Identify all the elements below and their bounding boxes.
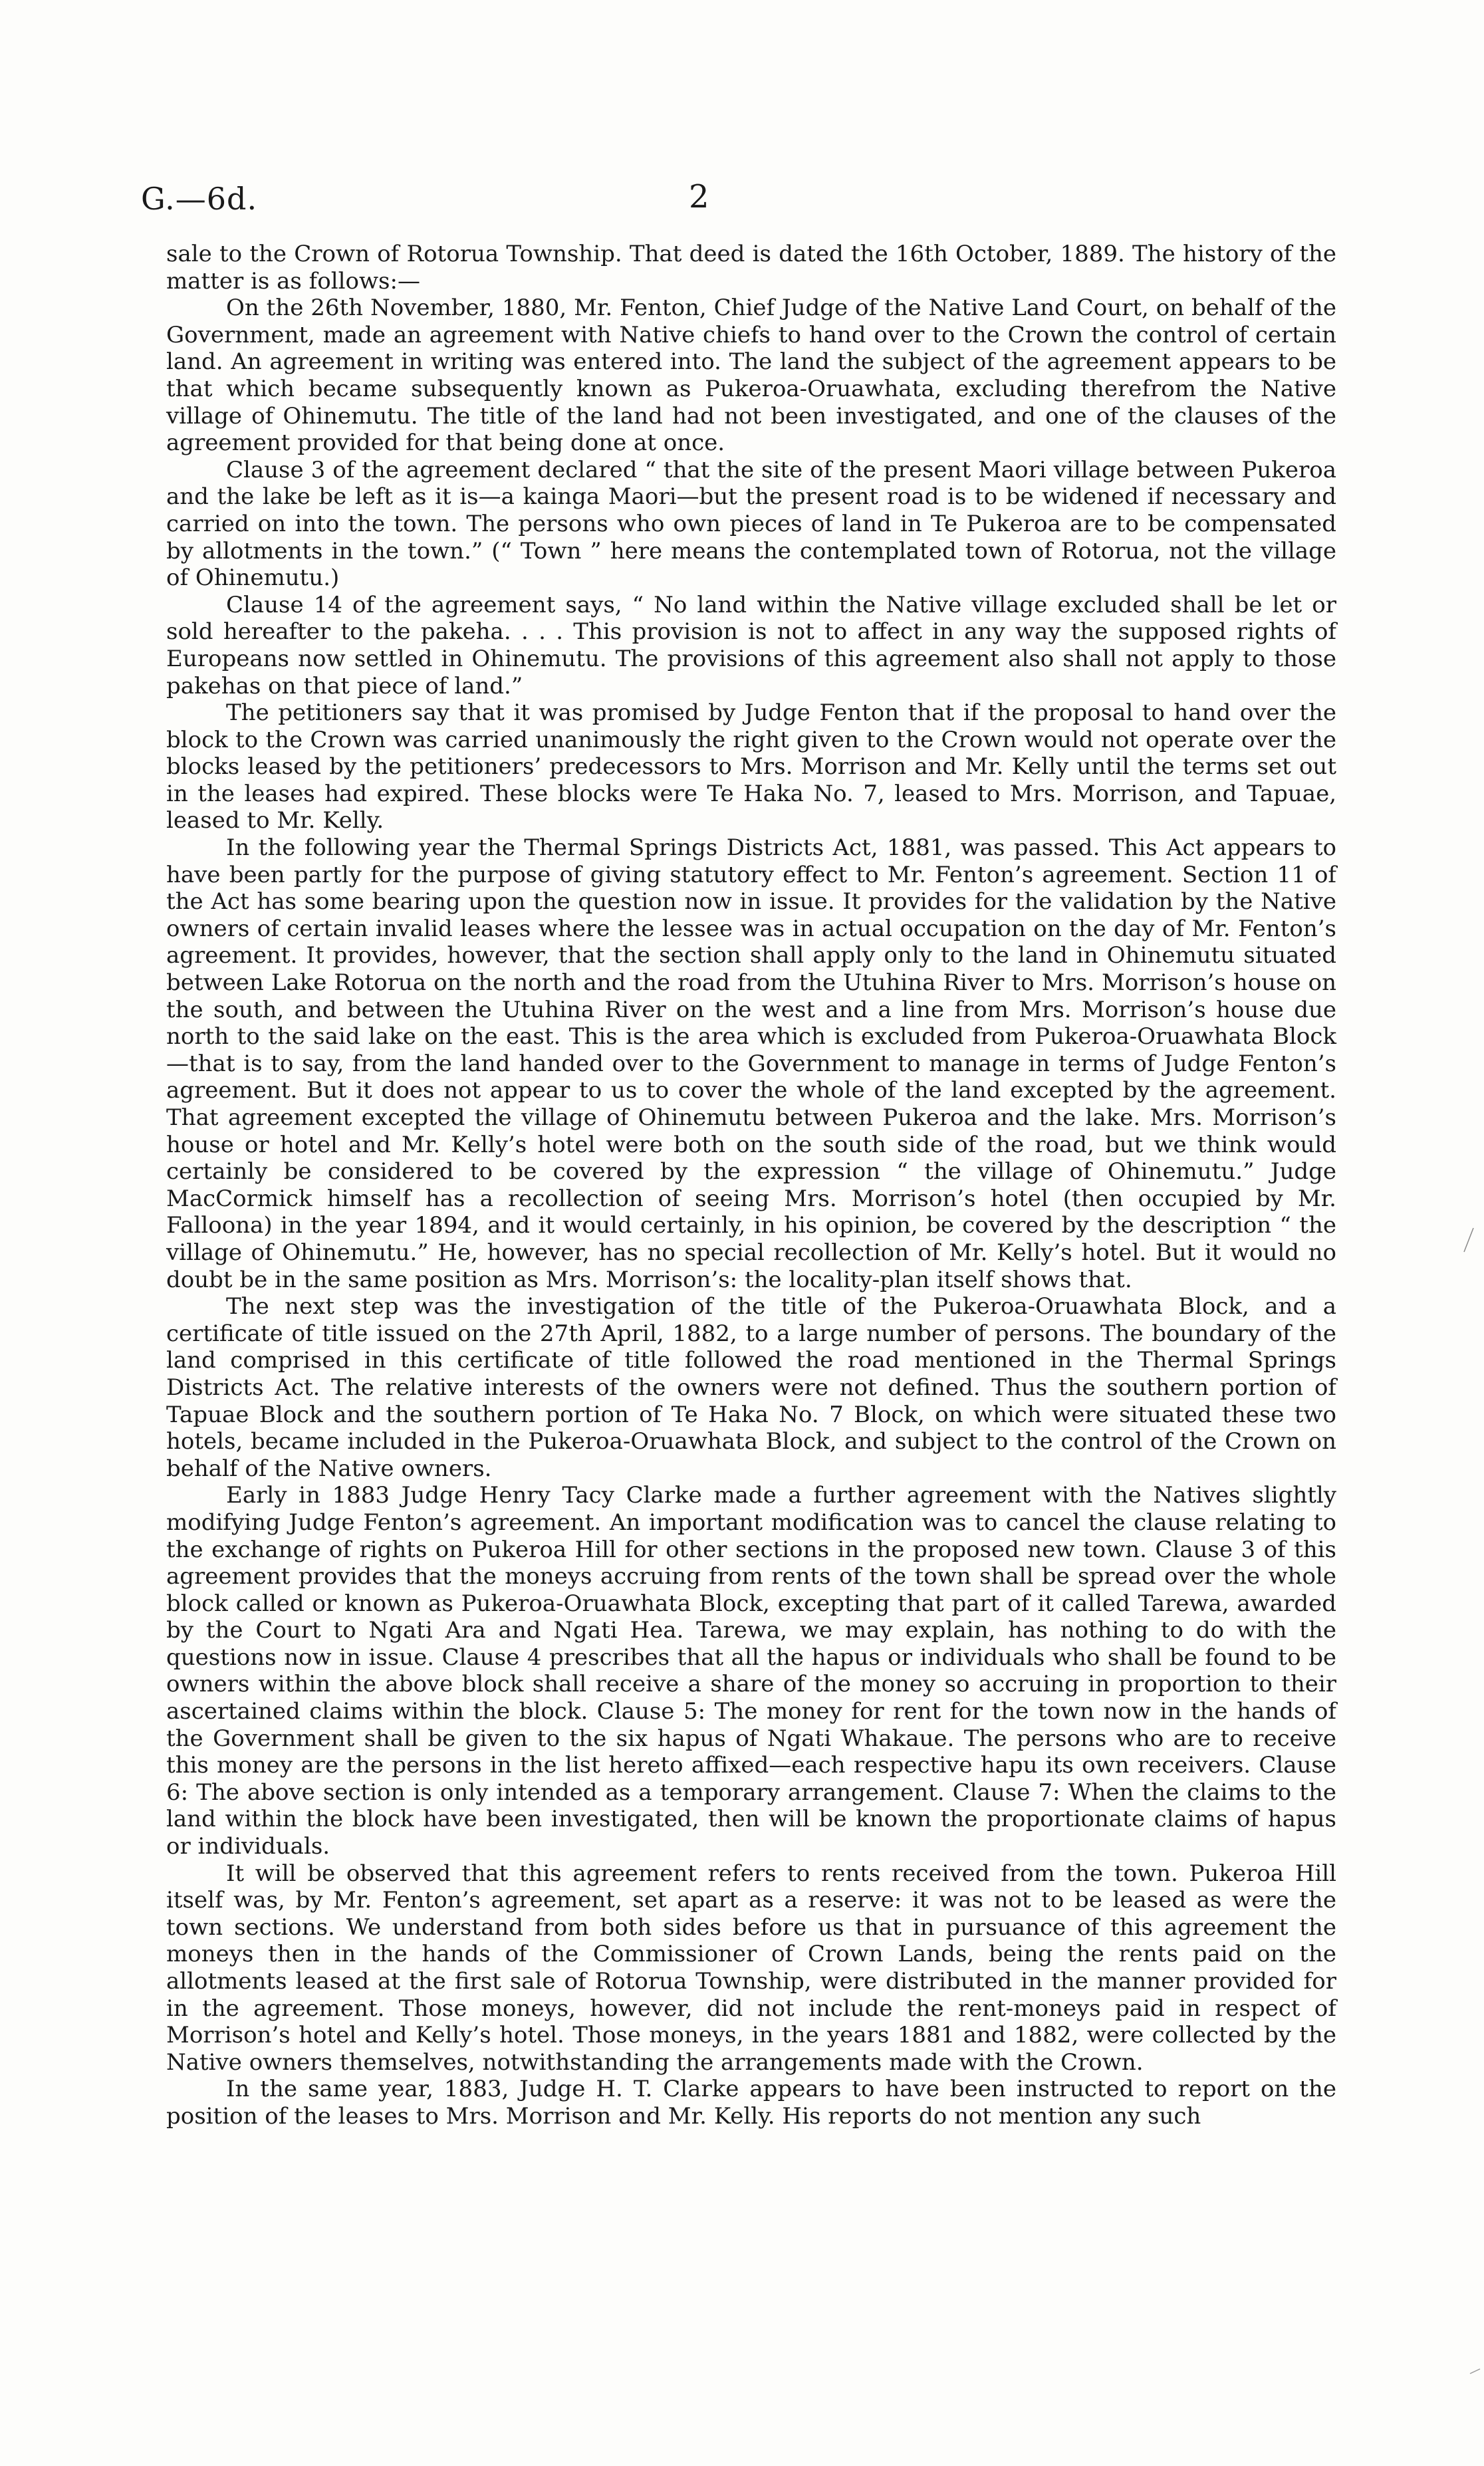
paragraph-6: In the following year the Thermal Springs Districts Act, 1881, was passed. This Act appears to have been partly for the purpose of giving statutory effect to Mr. Fenton’s agreement. Section 11 of the Act has some bearing upon the question now in issue. It provides for the validation by the Native owners of certain invalid leases where the lessee was in actual occupation on the day of Mr. Fenton’s agreement. It provides, however, that the section shall apply only to the land in Ohinemutu situated between Lake Rotorua on the north and the road from the Utuhina River to Mrs. Morrison’s house on the south, and between the Utuhina River on the west and a line from Mrs. Morrison’s house due north to the said lake on the east. This is the area which is excluded from Pukeroa-Oruawhata Block—that is to say, from the land handed over to the Government to manage in terms of Judge Fenton’s agreement. But it does not appear to us to cover the whole of the land excepted by the agreement. That agreement excepted the village of Ohinemutu between Pukeroa and the lake. Mrs. Morrison’s house or hotel and Mr. Kelly’s hotel were both on the south side of the road, but we think would certainly be considered to be covered by the expression “ the village of Ohinemutu.” Judge MacCormick himself has a recollection of seeing Mrs. Morrison’s hotel (then occupied by Mr. Falloona) in the year 1894, and it would certainly, in his opinion, be covered by the description “ the village of Ohinemutu.” He, however, has no special recollection of Mr. Kelly’s hotel. But it would no doubt be in the same position as Mrs. Morrison’s: the locality-plan itself shows that. xyxy=(166,834,1336,1293)
paragraph-7: The next step was the investigation of the title of the Pukeroa-Oruawhata Block, and a certificate of title issued on the 27th April, 1882, to a large number of persons. The boundary of the land comprised in this certificate of title followed the road mentioned in the Thermal Springs Districts Act. The relative interests of the owners were not defined. Thus the southern portion of Tapuae Block and the southern portion of Te Haka No. 7 Block, on which were situated these two hotels, became included in the Pukeroa-Oruawhata Block, and subject to the control of the Crown on behalf of the Native owners. xyxy=(166,1293,1336,1482)
paragraph-1: sale to the Crown of Rotorua Township. That deed is dated the 16th October, 1889. The history of the matter is as follows:— xyxy=(166,241,1336,295)
margin-speck-mark xyxy=(1469,2367,1481,2375)
paragraph-3: Clause 3 of the agreement declared “ that the site of the present Maori village between Pukeroa and the lake be left as it is—a kainga Maori—but the present road is to be widened if necessary and carried on into the town. The persons who own pieces of land in Te Pukeroa are to be compensated by allotments in the town.” (“ Town ” here means the contemplated town of Rotorua, not the village of Ohinemutu.) xyxy=(166,456,1336,592)
paragraph-2: On the 26th November, 1880, Mr. Fenton, Chief Judge of the Native Land Court, on behalf of the Government, made an agreement with Native chiefs to hand over to the Crown the control of certain land. An agreement in writing was entered into. The land the subject of the agreement appears to be that which became subsequently known as Pukeroa-Oruawhata, excluding therefrom the Native village of Ohinemutu. The title of the land had not been investigated, and one of the clauses of the agreement provided for that being done at once. xyxy=(166,295,1336,457)
body-text xyxy=(166,241,1336,2130)
paragraph-8: Early in 1883 Judge Henry Tacy Clarke made a further agreement with the Natives slightly modifying Judge Fenton’s agreement. An important modification was to cancel the clause relating to the exchange of rights on Pukeroa Hill for other sections in the proposed new town. Clause 3 of this agreement provides that the moneys accruing from rents of the town shall be spread over the whole block called or known as Pukeroa-Oruawhata Block, excepting that part of it called Tarewa, awarded by the Court to Ngati Ara and Ngati Hea. Tarewa, we may explain, has nothing to do with the questions now in issue. Clause 4 prescribes that all the hapus or individuals who shall be found to be owners within the above block shall receive a share of the money so accruing in proportion to their ascertained claims within the block. Clause 5: The money for rent for the town now in the hands of the Government shall be given to the six hapus of Ngati Whakaue. The persons who are to receive this money are the persons in the list hereto affixed—each respective hapu its own receivers. Clause 6: The above section is only intended as a temporary arrangement. Clause 7: When the claims to the land within the block have been investigated, then will be known the proportionate claims of hapus or individuals. xyxy=(166,1482,1336,1860)
page-reference: G.—6d. xyxy=(141,181,258,217)
margin-pencil-mark xyxy=(1461,1227,1476,1253)
paragraph-9: It will be observed that this agreement refers to rents received from the town. Pukeroa Hill itself was, by Mr. Fenton’s agreement, set apart as a reserve: it was not to be leased as were the town sections. We understand from both sides before us that in pursuance of this agreement the moneys then in the hands of the Commissioner of Crown Lands, being the rents paid on the allotments leased at the first sale of Rotorua Township, were distributed in the manner provided for in the agreement. Those moneys, however, did not include the rent-moneys paid in respect of Morrison’s hotel and Kelly’s hotel. Those moneys, in the years 1881 and 1882, were collected by the Native owners themselves, notwithstanding the arrangements made with the Crown. xyxy=(166,1860,1336,2076)
paragraph-4: Clause 14 of the agreement says, “ No land within the Native village excluded shall be let or sold hereafter to the pakeha. . . . This provision is not to affect in any way the supposed rights of Europeans now settled in Ohinemutu. The provisions of this agreement also shall not apply to those pakehas on that piece of land.” xyxy=(166,591,1336,699)
page-number: 2 xyxy=(689,178,709,215)
paragraph-5: The petitioners say that it was promised by Judge Fenton that if the proposal to hand over the block to the Crown was carried unanimously the right given to the Crown would not operate over the blocks leased by the petitioners’ predecessors to Mrs. Morrison and Mr. Kelly until the terms set out in the leases had expired. These blocks were Te Haka No. 7, leased to Mrs. Morrison, and Tapuae, leased to Mr. Kelly. xyxy=(166,699,1336,834)
paragraph-10: In the same year, 1883, Judge H. T. Clarke appears to have been instructed to report on the position of the leases to Mrs. Morrison and Mr. Kelly. His reports do not mention any such xyxy=(166,2076,1336,2130)
